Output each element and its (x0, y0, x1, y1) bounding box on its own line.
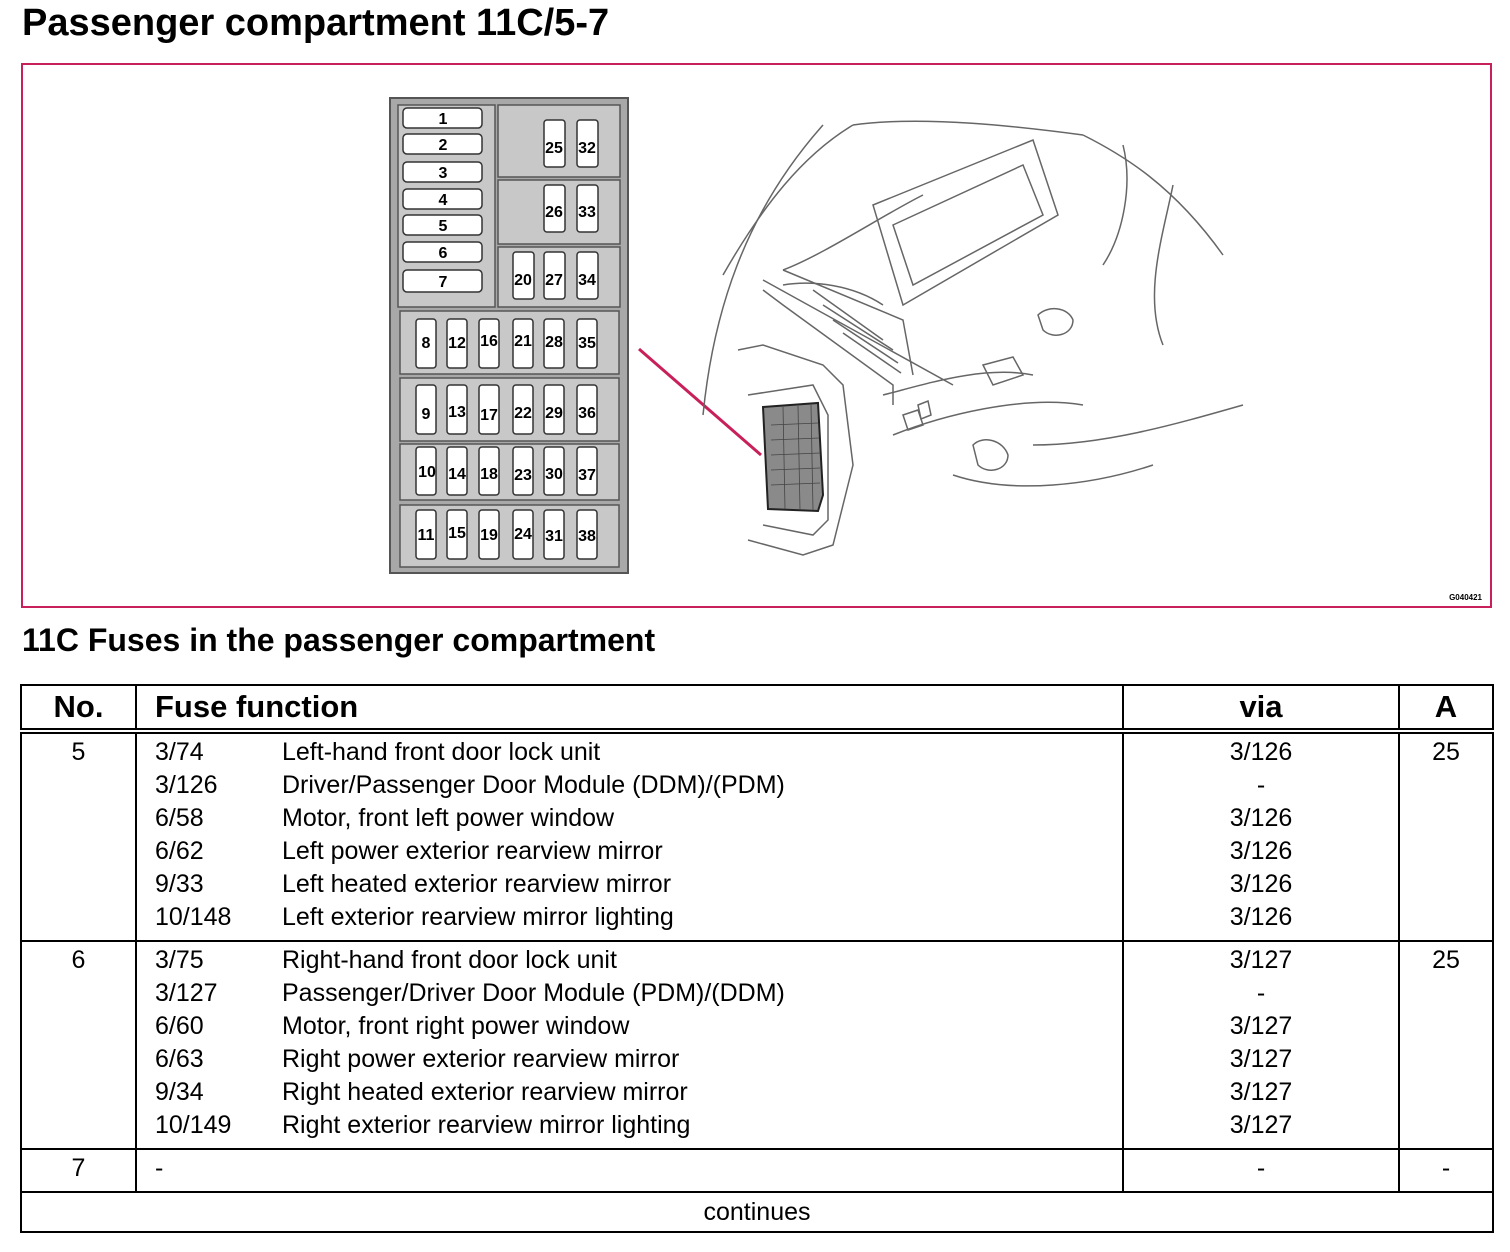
fuse-label: 33 (578, 204, 596, 221)
via-value: 3/127 (1229, 1078, 1293, 1106)
component-code: 3/74 (155, 738, 204, 766)
component-code: 3/126 (155, 771, 218, 799)
fuse-label: 12 (448, 335, 466, 352)
fuse-label: 23 (514, 467, 532, 484)
fuse-label: 34 (578, 272, 596, 289)
fuse-number: 6 (21, 941, 136, 1149)
fuse-label: 32 (578, 140, 596, 157)
component-code: 9/34 (155, 1078, 204, 1106)
fuse-label: 18 (480, 466, 498, 483)
via-value: 3/126 (1229, 903, 1293, 931)
fuse-label: 17 (480, 407, 498, 424)
via-value: 3/127 (1229, 1111, 1293, 1139)
component-description (282, 1152, 1122, 1185)
via-value: 3/127 (1229, 946, 1293, 974)
fuse-label: 9 (421, 406, 431, 423)
table-row (21, 731, 1493, 941)
via-value: 3/126 (1229, 804, 1293, 832)
function-line (137, 1109, 1122, 1142)
fuse-label: 25 (545, 140, 563, 157)
function-line (137, 1010, 1122, 1043)
fuse-label: 20 (514, 272, 532, 289)
function-line (137, 901, 1122, 934)
fuse-label: 19 (480, 527, 498, 544)
column-header-no: No. (21, 685, 136, 731)
fuse-label: 28 (545, 334, 563, 351)
component-description: Right exterior rearview mirror lighting (282, 1111, 691, 1139)
component-description: Driver/Passenger Door Module (DDM)/(PDM) (282, 771, 785, 799)
component-description: Motor, front right power window (282, 1012, 630, 1040)
amperage: 25 (1399, 941, 1493, 1149)
component-code: 10/149 (155, 1111, 232, 1139)
function-line (137, 769, 1122, 802)
component-description: Left heated exterior rearview mirror (282, 870, 672, 898)
via-cell (1123, 941, 1399, 1149)
via-value: 3/126 (1229, 870, 1293, 898)
via-value: 3/126 (1229, 738, 1293, 766)
component-description: Right power exterior rearview mirror (282, 1045, 680, 1073)
fuse-box-diagram (390, 98, 628, 573)
fuse-label: 27 (545, 272, 563, 289)
fuse-label: 31 (545, 528, 563, 545)
fuse-number: 7 (21, 1149, 136, 1192)
table-row (21, 941, 1493, 1149)
function-line (137, 736, 1122, 769)
via-cell (1123, 1149, 1399, 1192)
column-header-amps: A (1399, 685, 1493, 731)
function-line (137, 868, 1122, 901)
component-description: Left exterior rearview mirror lighting (282, 903, 674, 931)
fuse-label: 11 (417, 527, 435, 544)
fuse-label: 30 (545, 466, 563, 483)
component-code: 3/75 (155, 946, 204, 974)
section-title: 11C Fuses in the passenger compartment (22, 622, 656, 658)
fuse-label: 22 (514, 405, 532, 422)
function-line (137, 835, 1122, 868)
continues-text: continues (21, 1192, 1493, 1232)
fuse-label: 21 (514, 333, 532, 350)
component-code: 6/62 (155, 837, 204, 865)
function-line (137, 802, 1122, 835)
fuse-label: 10 (418, 464, 436, 481)
component-code: 9/33 (155, 870, 204, 898)
column-header-function: Fuse function (136, 685, 1123, 731)
via-value: 3/127 (1229, 1012, 1293, 1040)
function-line (137, 977, 1122, 1010)
via-value: 3/127 (1229, 1045, 1293, 1073)
via-value: - (1256, 771, 1266, 799)
component-code: 6/58 (155, 804, 204, 832)
fuse-label: 35 (578, 335, 596, 352)
figure-code: G040421 (1449, 593, 1482, 602)
component-description: Right heated exterior rearview mirror (282, 1078, 688, 1106)
fuse-label: 4 (438, 192, 448, 209)
component-description: Left power exterior rearview mirror (282, 837, 663, 865)
via-value: 3/126 (1229, 837, 1293, 865)
table-header-row (21, 685, 1493, 731)
fuse-label: 8 (421, 335, 431, 352)
component-code: 3/127 (155, 979, 218, 1007)
component-code: 6/60 (155, 1012, 204, 1040)
via-value: - (1256, 979, 1266, 1007)
fuse-label: 7 (438, 274, 448, 291)
function-line (137, 1076, 1122, 1109)
component-code: 6/63 (155, 1045, 204, 1073)
fuse-diagram-svg (23, 65, 1490, 606)
component-description: Passenger/Driver Door Module (PDM)/(DDM) (282, 979, 785, 1007)
via-cell (1123, 731, 1399, 941)
fuse-label: 5 (438, 218, 448, 235)
page-title: Passenger compartment 11C/5-7 (22, 2, 610, 44)
installed-fuse-box (763, 403, 823, 511)
fuse-label: 16 (480, 333, 498, 350)
function-line (137, 1152, 1122, 1185)
component-description: Motor, front left power window (282, 804, 615, 832)
function-line (137, 1043, 1122, 1076)
fuse-label: 38 (578, 528, 596, 545)
component-description: Left-hand front door lock unit (282, 738, 601, 766)
fuse-number: 5 (21, 731, 136, 941)
fuse-table (20, 684, 1494, 1233)
fuse-function-cell (136, 731, 1123, 941)
column-header-via: via (1123, 685, 1399, 731)
fuse-label: 37 (578, 467, 596, 484)
fuse-label: 15 (448, 525, 466, 542)
fuse-label: 1 (438, 111, 448, 128)
continues-row (21, 1192, 1493, 1232)
fuse-diagram-figure (21, 63, 1492, 608)
fuse-label: 13 (448, 404, 466, 421)
fuse-label: 6 (438, 245, 448, 262)
fuse-label: 24 (514, 526, 532, 543)
amperage: - (1399, 1149, 1493, 1192)
fuse-label: 2 (438, 137, 448, 154)
fuse-label: 14 (448, 466, 466, 483)
function-line (137, 944, 1122, 977)
fuse-label: 26 (545, 204, 563, 221)
fuse-label: 3 (438, 165, 448, 182)
pointer-line (639, 349, 761, 455)
fuse-function-cell (136, 941, 1123, 1149)
fuse-label: 29 (545, 405, 563, 422)
table-row (21, 1149, 1493, 1192)
component-code: 10/148 (155, 903, 232, 931)
component-description: Right-hand front door lock unit (282, 946, 617, 974)
amperage: 25 (1399, 731, 1493, 941)
fuse-label: 36 (578, 405, 596, 422)
component-code: - (155, 1154, 164, 1182)
fuse-function-cell (136, 1149, 1123, 1192)
via-value: - (1256, 1154, 1266, 1182)
